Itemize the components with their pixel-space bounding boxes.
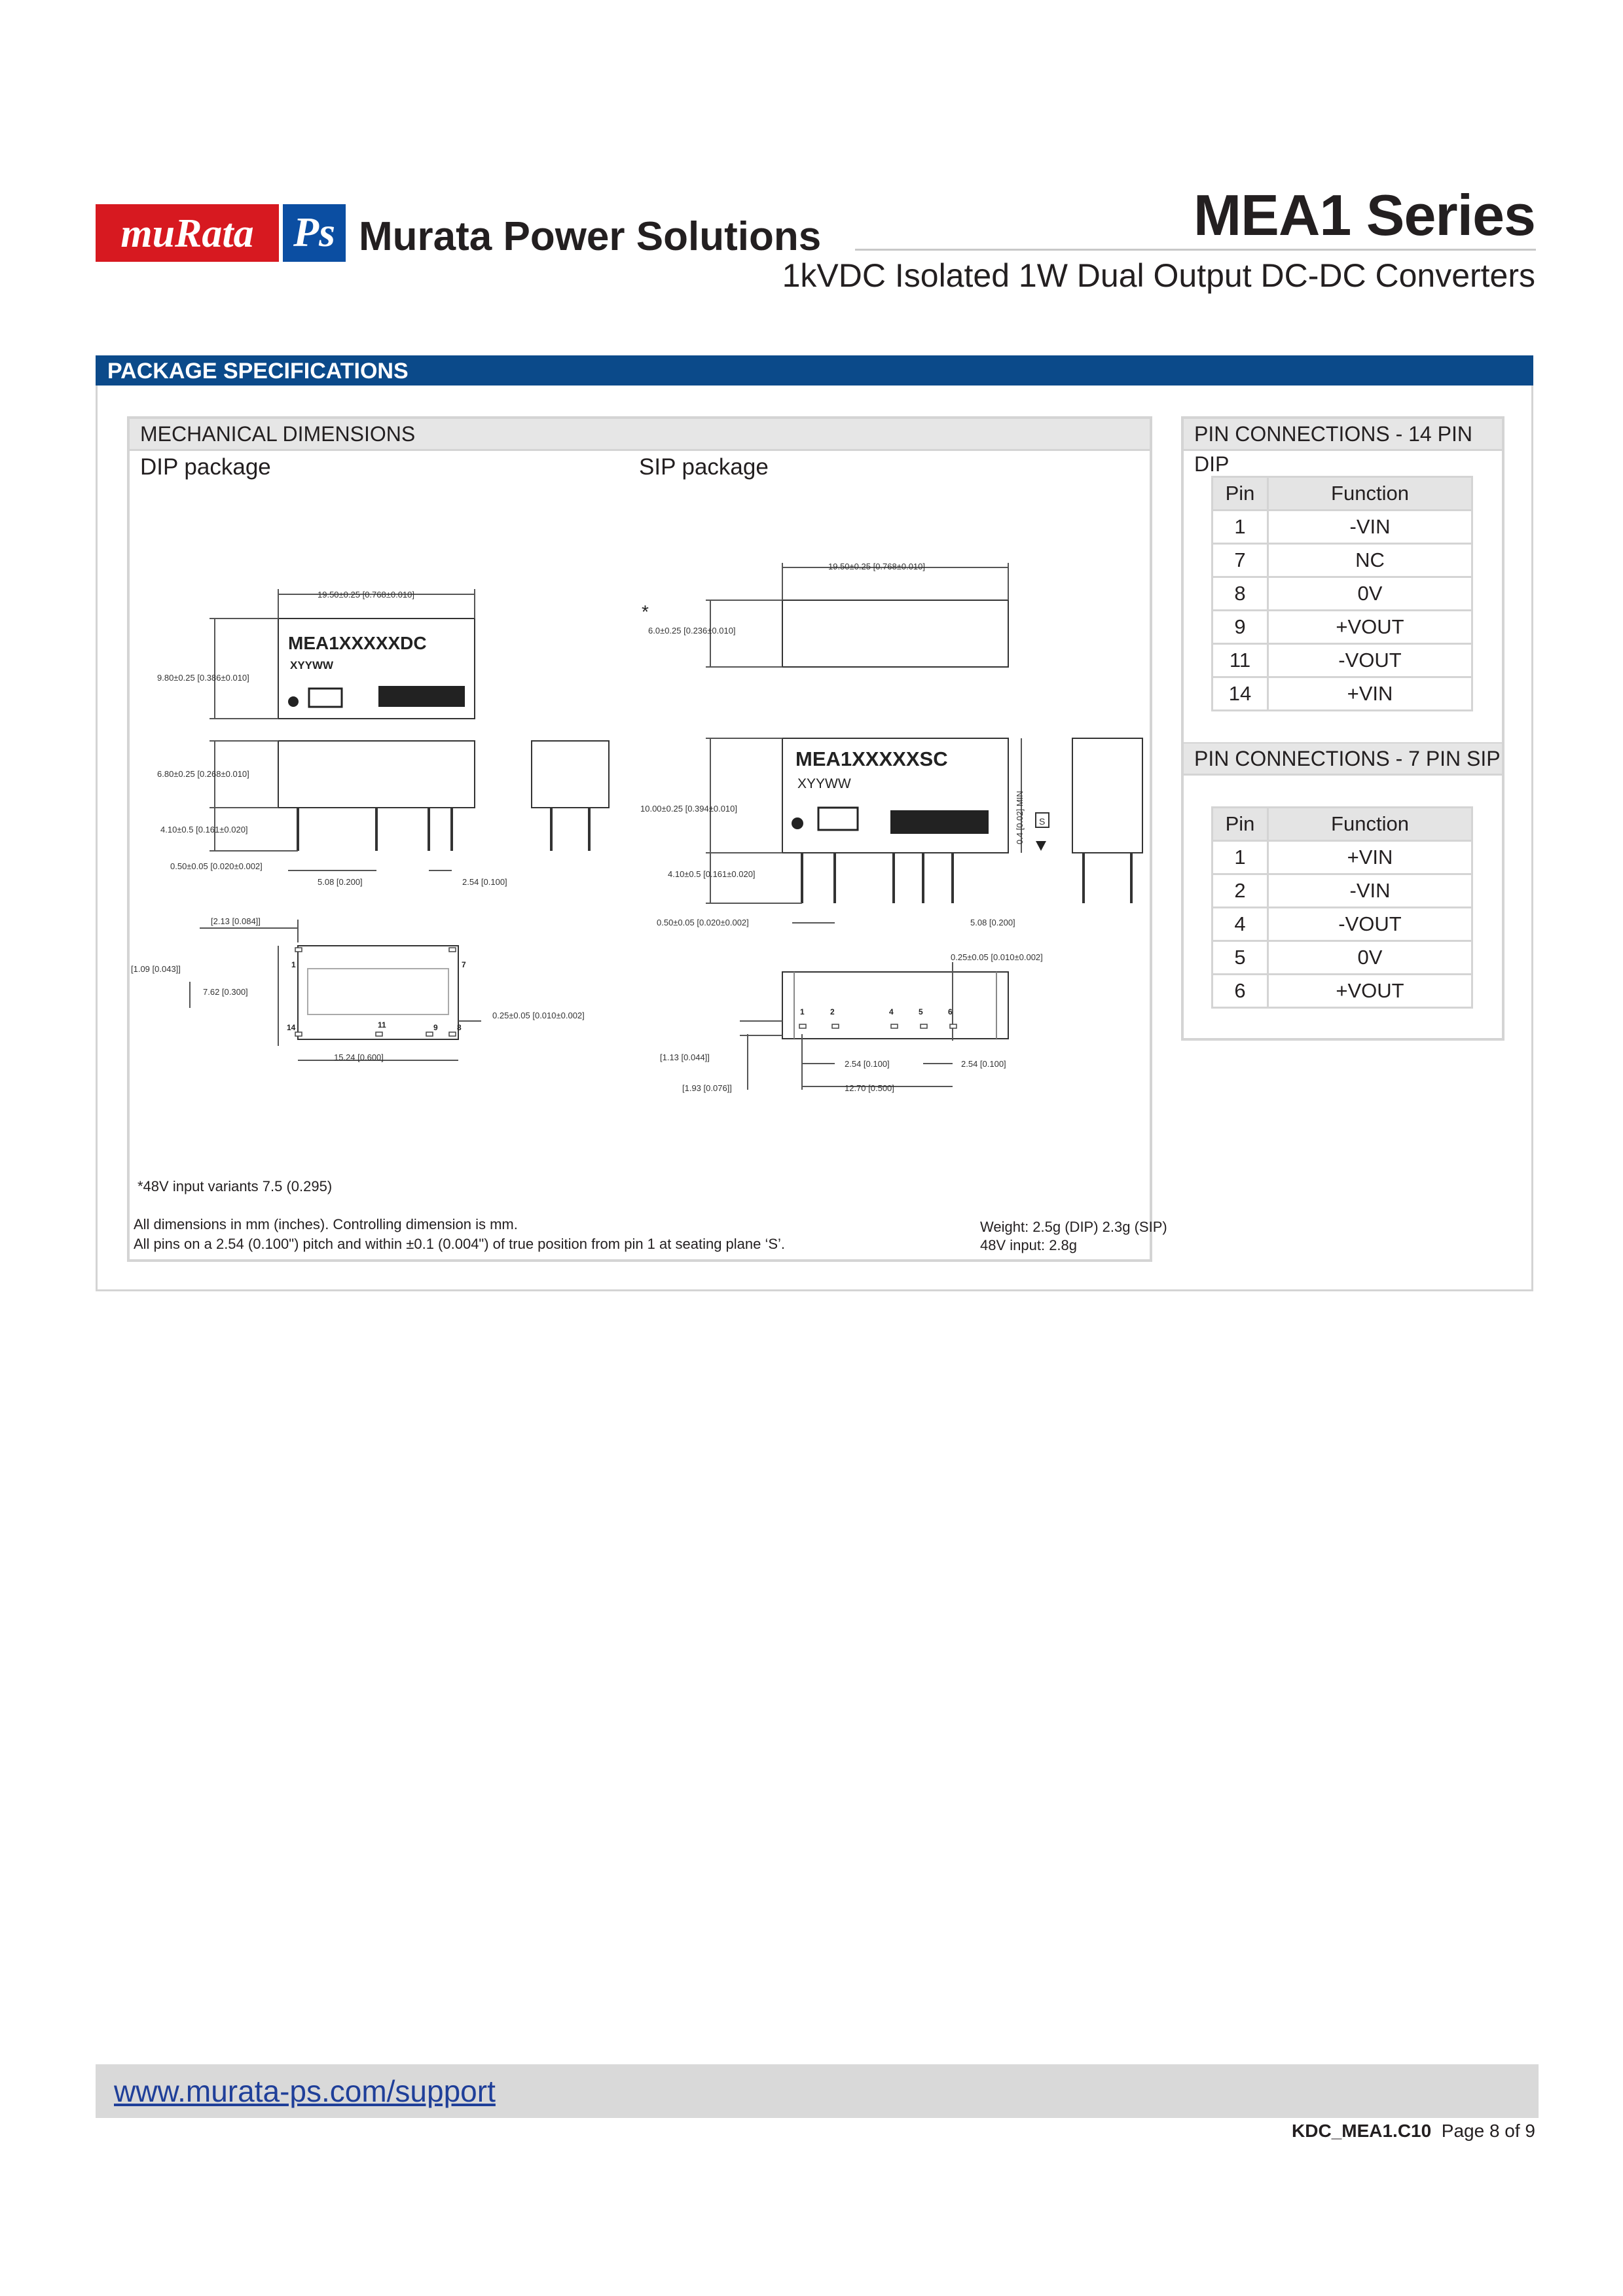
weight-48v-note: 48V input: 2.8g (980, 1237, 1078, 1253)
table-row (1213, 644, 1472, 677)
dip-label-logo (378, 686, 465, 707)
function-cell: NC (1268, 544, 1472, 577)
table-header-row (1213, 808, 1472, 841)
brand-name: Murata Power Solutions (359, 214, 822, 259)
dip-pin-number: 1 (291, 960, 296, 969)
sip-label-logo (890, 810, 989, 834)
pin-cell: 14 (1213, 677, 1268, 711)
dip-pin-number: 11 (378, 1020, 386, 1030)
pin-cell: 1 (1213, 511, 1268, 544)
sip-pin-number: 2 (830, 1007, 835, 1016)
dip-end-body (532, 741, 609, 808)
dim-sip-pin-len: 4.10±0.5 [0.161±0.020] (668, 869, 756, 879)
dim-dip-109: [1.09 [0.043]] (131, 964, 181, 974)
table-row (1213, 941, 1472, 975)
pin-cell: 8 (1213, 577, 1268, 611)
weight-note: Weight: 2.5g (DIP) 2.3g (SIP) (980, 1219, 1167, 1235)
dip-side-body (278, 741, 475, 808)
function-cell: -VIN (1268, 874, 1472, 908)
pin-cell: 1 (1213, 841, 1268, 874)
pin-connections-sip-title: PIN CONNECTIONS - 7 PIN SIP (1184, 744, 1502, 776)
dim-sip-thick: 6.0±0.25 [0.236±0.010] (648, 626, 736, 636)
table-row (1213, 874, 1472, 908)
dim-dip-height: 6.80±0.25 [0.268±0.010] (157, 769, 249, 779)
sip-pin-number: 5 (919, 1007, 923, 1016)
page-number: Page 8 of 9 (1441, 2121, 1535, 2141)
document-id: KDC_MEA1.C10 (1292, 2121, 1432, 2141)
note-48v: *48V input variants 7.5 (0.295) (137, 1178, 333, 1194)
table-row (1213, 511, 1472, 544)
footer-page-info (1292, 2121, 1535, 2142)
table-header-row (1213, 477, 1472, 511)
dip-pin-number: 14 (287, 1023, 296, 1032)
dim-dip-width: 9.80±0.25 [0.386±0.010] (157, 673, 249, 683)
dim-dip-length: 19.50±0.25 [0.768±0.010] (318, 590, 415, 600)
dip-pin-number: 9 (433, 1023, 438, 1032)
series-title: MEA1 Series (1193, 183, 1535, 247)
sip-pin-number: 1 (800, 1007, 805, 1016)
function-cell: -VOUT (1268, 644, 1472, 677)
dim-sip-113: [1.13 [0.044]] (660, 1052, 710, 1062)
table-row (1213, 975, 1472, 1008)
dim-dip-025: 0.25±0.05 [0.010±0.002] (492, 1011, 585, 1020)
function-cell: +VIN (1268, 841, 1472, 874)
sip-date-code: XYYWW (797, 776, 851, 791)
table-row (1213, 908, 1472, 941)
function-cell: 0V (1268, 941, 1472, 975)
sip-package-label: SIP package (639, 454, 769, 480)
dim-sip-508: 5.08 [0.200] (970, 918, 1015, 927)
note-dimensions: All dimensions in mm (inches). Controlling dimension is mm. (134, 1216, 518, 1232)
column-header-pin: Pin (1213, 477, 1268, 511)
note-pin-pitch: All pins on a 2.54 (0.100") pitch and within ±0.1 (0.004") of true position from pin 1 at seating plane ‘S’. (134, 1236, 786, 1252)
dim-dip-254: 2.54 [0.100] (462, 877, 507, 887)
sip-part-number: MEA1XXXXXSC (795, 747, 948, 770)
function-cell: -VOUT (1268, 908, 1472, 941)
dip-part-number: MEA1XXXXXDC (288, 633, 427, 653)
dim-sip-025: 0.25±0.05 [0.010±0.002] (951, 952, 1043, 962)
table-row (1213, 544, 1472, 577)
dip-package-label: DIP package (140, 454, 271, 480)
table-row (1213, 577, 1472, 611)
dim-dip-pin-dia: 0.50±0.05 [0.020±0.002] (170, 861, 263, 871)
murata-logo-text: muRata (120, 211, 254, 256)
ps-logo-text: Ps (293, 209, 335, 255)
function-cell: +VOUT (1268, 611, 1472, 644)
footer-band (96, 2064, 1539, 2118)
support-link[interactable]: www.murata-ps.com/support (114, 2074, 496, 2108)
dip-pin-number: 8 (457, 1023, 462, 1032)
dip-date-code: XYYWW (290, 659, 334, 672)
dim-sip-length: 19.50±0.25 [0.768±0.010] (828, 562, 926, 571)
column-header-function: Function (1268, 808, 1472, 841)
dim-dip-pin-len: 4.10±0.5 [0.161±0.020] (160, 825, 248, 834)
dim-dip-213: [2.13 [0.084]] (211, 916, 261, 926)
section-title: PACKAGE SPECIFICATIONS (107, 359, 409, 384)
table-row (1213, 841, 1472, 874)
dim-sip-height: 10.00±0.25 [0.394±0.010] (640, 804, 738, 814)
column-header-pin: Pin (1213, 808, 1268, 841)
table-row (1213, 611, 1472, 644)
pin-cell: 4 (1213, 908, 1268, 941)
pin-sip-table (1211, 806, 1473, 1009)
pin-cell: 6 (1213, 975, 1268, 1008)
function-cell: -VIN (1268, 511, 1472, 544)
dim-sip-pin-dia: 0.50±0.05 [0.020±0.002] (657, 918, 749, 927)
dim-sip-254b: 2.54 [0.100] (961, 1059, 1006, 1069)
pin-connections-dip-title: PIN CONNECTIONS - 14 PIN DIP (1184, 419, 1502, 451)
table-row (1213, 677, 1472, 711)
pin-cell: 11 (1213, 644, 1268, 677)
sip-pin-number: 4 (889, 1007, 894, 1016)
column-header-function: Function (1268, 477, 1472, 511)
function-cell: +VOUT (1268, 975, 1472, 1008)
sip-pin-number: 6 (948, 1007, 953, 1016)
sip-end-body (1072, 738, 1142, 853)
pin-cell: 2 (1213, 874, 1268, 908)
dim-sip-193: [1.93 [0.076]] (682, 1083, 732, 1093)
dip-ul-mark (309, 689, 342, 707)
pin-cell: 9 (1213, 611, 1268, 644)
sip-top-body (782, 600, 1008, 667)
dim-dip-508: 5.08 [0.200] (318, 877, 363, 887)
pin-cell: 5 (1213, 941, 1268, 975)
dim-sip-254a: 2.54 [0.100] (845, 1059, 890, 1069)
sip-ul-mark (818, 808, 858, 830)
document-subtitle: 1kVDC Isolated 1W Dual Output DC-DC Converters (782, 257, 1535, 294)
dim-dip-762: 7.62 [0.300] (203, 987, 248, 997)
pin-cell: 7 (1213, 544, 1268, 577)
dim-sip-min: 0.4 [0.02] MIN (1015, 791, 1025, 844)
dim-dip-1524: 15.24 [0.600] (334, 1052, 384, 1062)
sip-asterisk: * (642, 601, 649, 622)
seating-plane-label: S (1039, 816, 1046, 827)
mechanical-dimensions-title: MECHANICAL DIMENSIONS (130, 419, 1150, 451)
dip-pin-number: 7 (462, 960, 466, 969)
function-cell: +VIN (1268, 677, 1472, 711)
function-cell: 0V (1268, 577, 1472, 611)
dim-sip-1270: 12.70 [0.500] (845, 1083, 894, 1093)
pin-dip-table (1211, 476, 1473, 711)
